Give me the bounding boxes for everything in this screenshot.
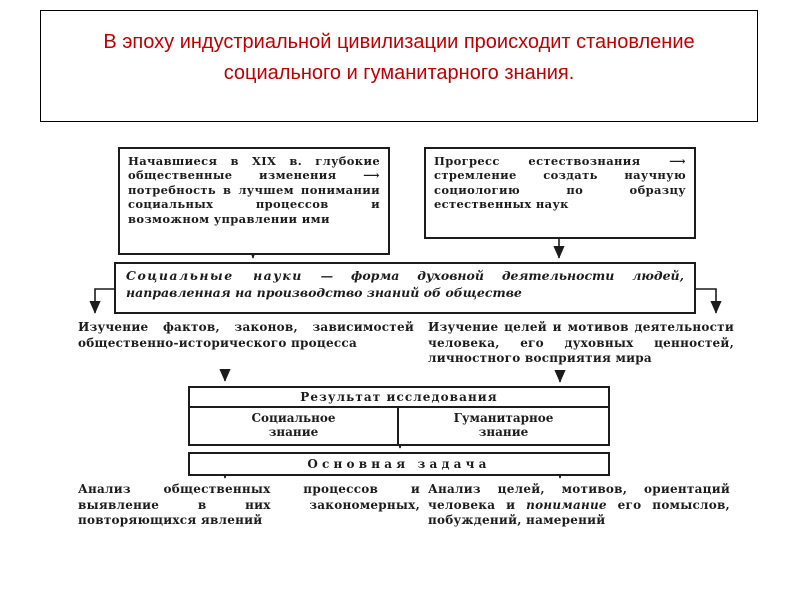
title-box xyxy=(40,10,758,122)
definition-text: — форма духовной деятельности людей, направленная на производство знаний об обществе xyxy=(126,268,684,300)
cell-humanitarian-knowledge xyxy=(399,408,608,444)
text-study-facts: Изучение фактов, законов, зависимостей общественно-исторического процесса xyxy=(78,320,414,350)
cell-humanitarian-knowledge-label: Гуманитарное знание xyxy=(453,411,554,439)
box-social-sciences-definition xyxy=(114,262,696,314)
definition-term: Социальные науки xyxy=(126,268,303,283)
result-header: Результат исследования xyxy=(190,388,608,408)
result-cells xyxy=(190,408,608,444)
text-study-goals: Изучение целей и мотивов деятельности человека, его духовных ценностей, личностного восприятия мира xyxy=(428,320,734,366)
box-social-changes: Начавшиеся в XIX в. глубокие общественные изменения ⟶ потребность в лучшем понимании социальных процессов и возможном управлении ими xyxy=(118,147,390,255)
analysis-goals-post: его помыслов, побуждений, намерений xyxy=(428,497,730,528)
cell-social-knowledge xyxy=(190,408,399,444)
analysis-goals-emphasis: понимание xyxy=(526,497,607,512)
analysis-goals-pre: Анализ целей, мотивов, ориентаций человека и xyxy=(428,482,730,512)
cell-social-knowledge-label: Социальное знание xyxy=(251,411,336,439)
box-main-task: Основная задача xyxy=(188,452,610,476)
text-analysis-processes: Анализ общественных процессов и выявление в них закономерных, повторяющихся явлений xyxy=(78,482,420,528)
box-research-result xyxy=(188,386,610,446)
text-analysis-goals xyxy=(428,482,730,529)
box-science-progress: Прогресс естествознания ⟶ стремление создать научную социологию по образцу естественных наук xyxy=(424,147,696,239)
slide-title: В эпоху индустриальной цивилизации происходит становление социального и гуманитарного знания. xyxy=(103,31,695,84)
